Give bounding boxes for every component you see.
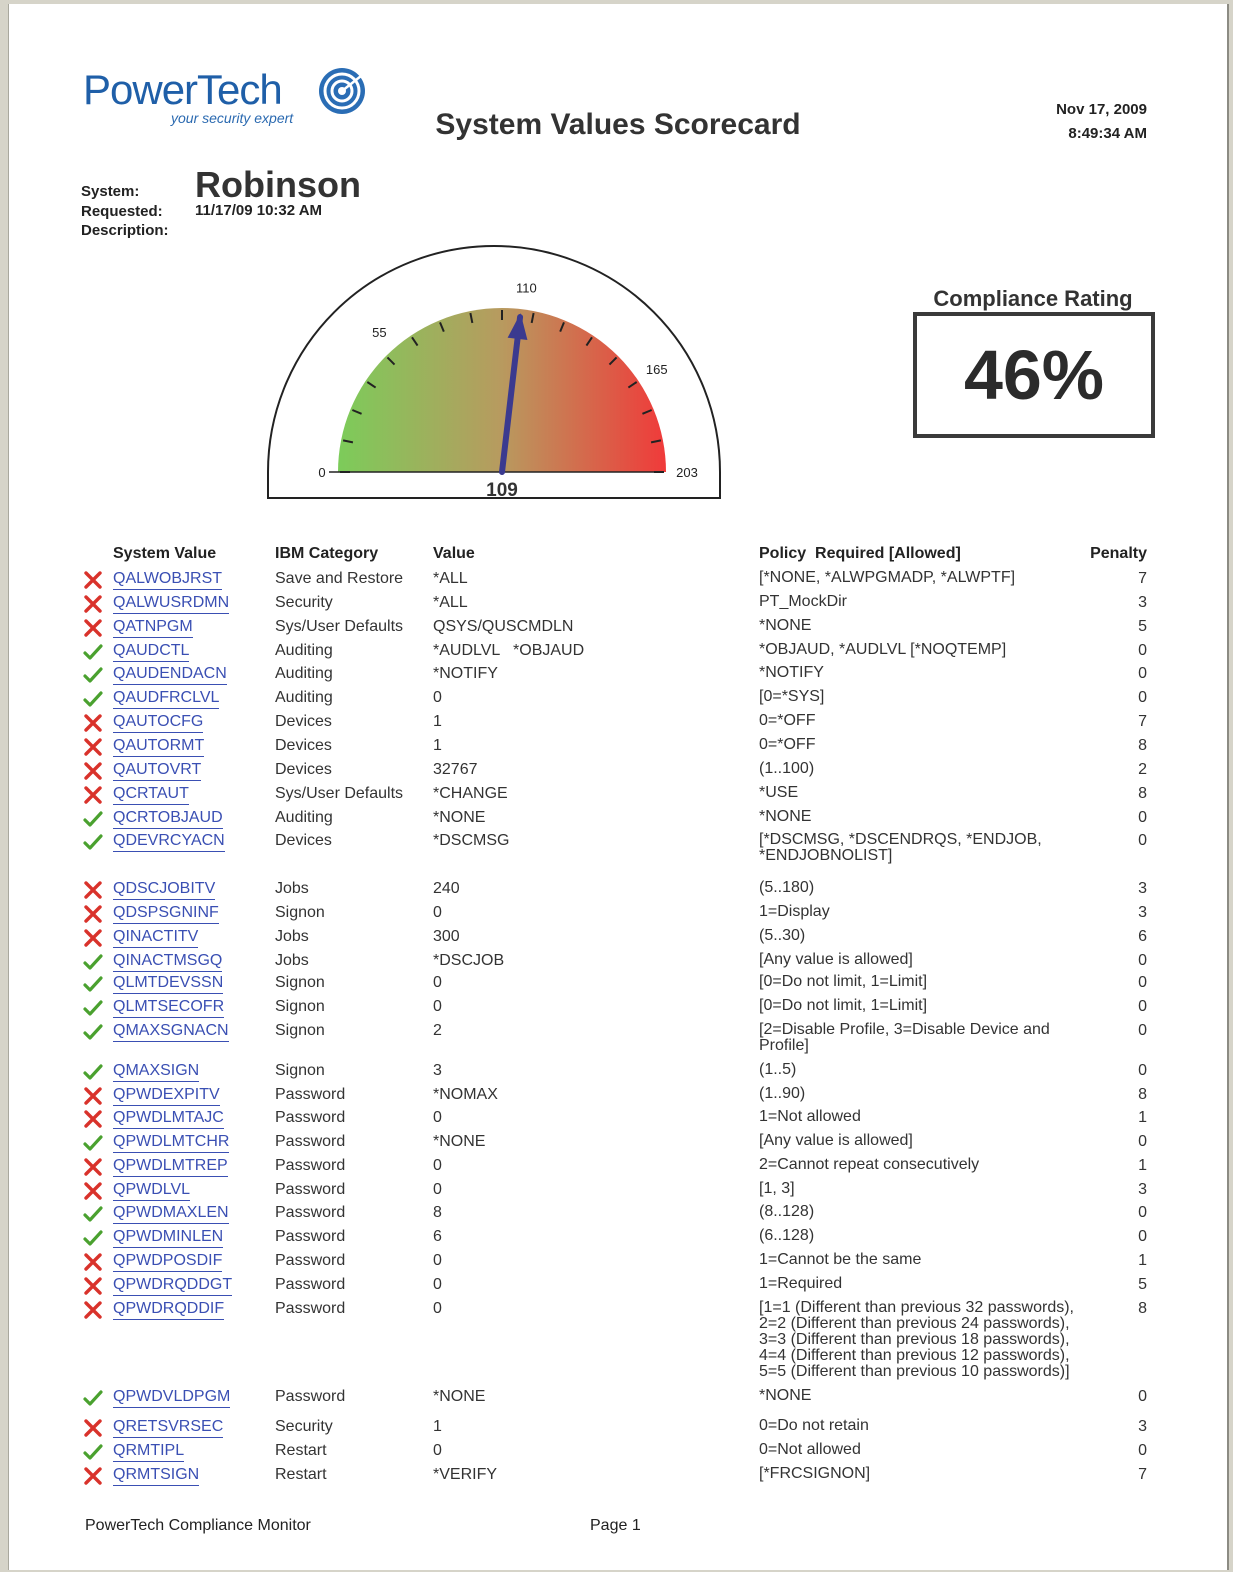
system-value-link[interactable]: QPWDMINLEN <box>113 1228 223 1248</box>
policy-value: [2=Disable Profile, 3=Disable Device and Profile] <box>759 1021 1050 1054</box>
current-value: 300 <box>433 928 460 945</box>
ibm-category: Jobs <box>275 952 309 969</box>
current-value: 0 <box>433 998 442 1015</box>
ibm-category: Signon <box>275 1022 325 1039</box>
ibm-category: Security <box>275 594 333 611</box>
report-date: Nov 17, 2009 <box>1056 101 1147 118</box>
x-icon <box>83 762 103 780</box>
penalty-value: 3 <box>1138 1181 1147 1198</box>
penalty-value: 8 <box>1138 737 1147 754</box>
policy-value: *NOTIFY <box>759 664 824 681</box>
check-icon <box>83 1389 103 1407</box>
current-value: 3 <box>433 1062 442 1079</box>
policy-value: 2=Cannot repeat consecutively <box>759 1156 980 1173</box>
policy-value: [0=Do not limit, 1=Limit] <box>759 973 928 990</box>
meta-labels <box>81 182 169 241</box>
system-value-link[interactable]: QINACTMSGQ <box>113 952 222 972</box>
penalty-value: 0 <box>1138 1388 1147 1405</box>
policy-value: *NONE <box>759 1387 812 1404</box>
penalty-value: 0 <box>1138 689 1147 706</box>
current-value: 0 <box>433 1181 442 1198</box>
x-icon <box>83 619 103 637</box>
system-value-link[interactable]: QPWDPOSDIF <box>113 1252 222 1272</box>
policy-value: [Any value is allowed] <box>759 951 913 968</box>
system-value-link[interactable]: QPWDLMTAJC <box>113 1109 224 1129</box>
system-value-link[interactable]: QAUDCTL <box>113 642 189 662</box>
policy-value: (5..30) <box>759 927 806 944</box>
ibm-category: Auditing <box>275 689 333 706</box>
penalty-value: 1 <box>1138 1252 1147 1269</box>
current-value: 0 <box>433 1157 442 1174</box>
x-icon <box>83 1301 103 1319</box>
penalty-value: 5 <box>1138 1276 1147 1293</box>
compliance-title: Compliance Rating <box>933 286 1133 311</box>
system-value-link[interactable]: QRETSVRSEC <box>113 1418 223 1438</box>
x-icon <box>83 1419 103 1437</box>
ibm-category: Password <box>275 1300 346 1317</box>
system-value-link[interactable]: QMAXSIGN <box>113 1062 199 1082</box>
requested-label: Requested: <box>81 202 163 220</box>
check-icon <box>83 810 103 828</box>
check-icon <box>83 1443 103 1461</box>
ibm-category: Signon <box>275 904 325 921</box>
policy-value: 1=Cannot be the same <box>759 1251 922 1268</box>
gauge-tick-label-203: 203 <box>676 465 698 480</box>
policy-value: (6..128) <box>759 1227 815 1244</box>
system-value-link[interactable]: QAUDFRCLVL <box>113 689 219 709</box>
header-system-value: System Value <box>113 545 217 562</box>
ibm-category: Password <box>275 1133 346 1150</box>
current-value: 0 <box>433 1252 442 1269</box>
system-value-link[interactable]: QCRTAUT <box>113 785 189 805</box>
policy-value: [*FRCSIGNON] <box>759 1465 871 1482</box>
current-value: *NONE <box>433 809 486 826</box>
policy-value: (8..128) <box>759 1203 815 1220</box>
current-value: 1 <box>433 713 442 730</box>
penalty-value: 7 <box>1138 1466 1147 1483</box>
x-icon <box>83 738 103 756</box>
current-value: *DSCMSG <box>433 832 510 849</box>
gauge-tick-label-0: 0 <box>318 465 326 480</box>
ibm-category: Password <box>275 1109 346 1126</box>
check-icon <box>83 643 103 661</box>
ibm-category: Devices <box>275 761 332 778</box>
current-value: 0 <box>433 974 442 991</box>
system-value-link[interactable]: QPWDLMTREP <box>113 1157 228 1177</box>
policy-value: [0=*SYS] <box>759 688 825 705</box>
policy-value: *NONE <box>759 617 812 634</box>
penalty-value: 0 <box>1138 1022 1147 1039</box>
system-value-link[interactable]: QLMTDEVSSN <box>113 974 223 994</box>
system-value-link[interactable]: QALWUSRDMN <box>113 594 229 614</box>
system-value-link[interactable]: QPWDMAXLEN <box>113 1204 229 1224</box>
current-value: 0 <box>433 1276 442 1293</box>
policy-value: *NONE <box>759 808 812 825</box>
system-value-link[interactable]: QPWDVLDPGM <box>113 1388 230 1408</box>
penalty-value: 6 <box>1138 928 1147 945</box>
check-icon <box>83 999 103 1017</box>
ibm-category: Password <box>275 1252 346 1269</box>
penalty-value: 8 <box>1138 1300 1147 1317</box>
policy-value: (1..5) <box>759 1061 797 1078</box>
penalty-value: 8 <box>1138 785 1147 802</box>
requested-value: 11/17/09 10:32 AM <box>195 202 323 219</box>
policy-value: *OBJAUD, *AUDLVL [*NOQTEMP] <box>759 641 1007 658</box>
ibm-category: Jobs <box>275 928 309 945</box>
penalty-value: 0 <box>1138 1442 1147 1459</box>
x-icon <box>83 1253 103 1271</box>
ibm-category: Sys/User Defaults <box>275 618 404 635</box>
ibm-category: Password <box>275 1181 346 1198</box>
check-icon <box>83 953 103 971</box>
penalty-value: 7 <box>1138 713 1147 730</box>
x-icon <box>83 595 103 613</box>
policy-value: [1, 3] <box>759 1180 795 1197</box>
ibm-category: Save and Restore <box>275 570 404 587</box>
current-value: 32767 <box>433 761 478 778</box>
system-value-link[interactable]: QPWDEXPITV <box>113 1086 220 1106</box>
system-value-link[interactable]: QMAXSGNACN <box>113 1022 229 1042</box>
check-icon <box>83 1229 103 1247</box>
header-category: IBM Category <box>275 545 379 562</box>
policy-value: 0=Not allowed <box>759 1441 861 1458</box>
policy-value: *USE <box>759 784 799 801</box>
system-value-link[interactable]: QLMTSECOFR <box>113 998 224 1018</box>
system-label: System: <box>81 183 140 200</box>
ibm-category: Restart <box>275 1466 327 1483</box>
compliance-rating-box: 46% <box>913 312 1155 438</box>
ibm-category: Password <box>275 1228 346 1245</box>
system-value-link[interactable]: QDSPSGNINF <box>113 904 219 924</box>
current-value: 0 <box>433 1109 442 1126</box>
current-value: *NONE <box>433 1133 486 1150</box>
x-icon <box>83 929 103 947</box>
system-value-link[interactable]: QPWDRQDDIF <box>113 1300 224 1320</box>
current-value: *ALL <box>433 594 468 611</box>
x-icon <box>83 1182 103 1200</box>
system-value-link[interactable]: QDSCJOBITV <box>113 880 215 900</box>
penalty-value: 0 <box>1138 952 1147 969</box>
policy-value: 0=*OFF <box>759 736 816 753</box>
current-value: *NOTIFY <box>433 665 498 682</box>
system-value-link[interactable]: QAUTOCFG <box>113 713 203 733</box>
system-value-link[interactable]: QPWDLVL <box>113 1181 190 1201</box>
ibm-category: Auditing <box>275 642 333 659</box>
system-value-link[interactable]: QPWDRQDDGT <box>113 1276 232 1296</box>
system-value-link[interactable]: QRMTSIGN <box>113 1466 199 1486</box>
system-name: Robinson <box>195 164 361 205</box>
policy-value: 0=*OFF <box>759 712 816 729</box>
check-icon <box>83 1134 103 1152</box>
penalty-value: 2 <box>1138 761 1147 778</box>
policy-value: [*NONE, *ALWPGMADP, *ALWPTF] <box>759 569 1016 586</box>
system-value-link[interactable]: QALWOBJRST <box>113 570 222 590</box>
penalty-value: 3 <box>1138 904 1147 921</box>
policy-value: 1=Not allowed <box>759 1108 861 1125</box>
penalty-value: 8 <box>1138 1086 1147 1103</box>
current-value: *DSCJOB <box>433 952 505 969</box>
policy-value: [1=1 (Different than previous 32 passwords), 2=2 (Different than previous 24 passwords), 3=3 (Different than previous 18 passwords), 4=4 (Different than previous 12 passwords), 5=5 (Different than previous 10 passwords)] <box>759 1299 1074 1380</box>
current-value: *ALL <box>433 570 468 587</box>
ibm-category: Password <box>275 1086 346 1103</box>
check-icon <box>83 833 103 851</box>
policy-value: [*DSCMSG, *DSCENDRQS, *ENDJOB, *ENDJOBNOLIST] <box>759 831 1042 864</box>
logo-tagline: your security expert <box>171 110 294 126</box>
policy-value: 1=Required <box>759 1275 843 1292</box>
penalty-value: 0 <box>1138 1204 1147 1221</box>
policy-value: 1=Display <box>759 903 830 920</box>
check-icon <box>83 690 103 708</box>
system-value-link[interactable]: QAUTOVRT <box>113 761 201 781</box>
ibm-category: Devices <box>275 832 332 849</box>
current-value: *NOMAX <box>433 1086 498 1103</box>
x-icon <box>83 714 103 732</box>
ibm-category: Signon <box>275 1062 325 1079</box>
policy-value: (1..100) <box>759 760 815 777</box>
x-icon <box>83 786 103 804</box>
ibm-category: Signon <box>275 974 325 991</box>
system-value-link[interactable]: QAUDENDACN <box>113 665 227 685</box>
penalty-value: 7 <box>1138 570 1147 587</box>
current-value: 0 <box>433 1300 442 1317</box>
system-value-link[interactable]: QDEVRCYACN <box>113 832 225 852</box>
report-title: System Values Scorecard <box>435 108 801 141</box>
x-icon <box>83 1158 103 1176</box>
description-label: Description: <box>81 222 169 239</box>
current-value: 0 <box>433 1442 442 1459</box>
ibm-category: Password <box>275 1204 346 1221</box>
system-value-link[interactable]: QATNPGM <box>113 618 193 638</box>
system-value-link[interactable]: QCRTOBJAUD <box>113 809 223 829</box>
policy-value: [0=Do not limit, 1=Limit] <box>759 997 928 1014</box>
penalty-value: 0 <box>1138 1133 1147 1150</box>
current-value: 1 <box>433 1418 442 1435</box>
gauge-tick-label-165: 165 <box>645 361 668 377</box>
report-timestamp <box>1056 98 1147 146</box>
current-value: *VERIFY <box>433 1466 498 1483</box>
system-value-link[interactable]: QAUTORMT <box>113 737 204 757</box>
current-value: *NONE <box>433 1388 486 1405</box>
current-value: 240 <box>433 880 460 897</box>
current-value: QSYS/QUSCMDLN <box>433 618 574 635</box>
penalty-value: 0 <box>1138 809 1147 826</box>
check-icon <box>83 975 103 993</box>
penalty-value: 0 <box>1138 1062 1147 1079</box>
ibm-category: Password <box>275 1157 346 1174</box>
check-icon <box>83 1205 103 1223</box>
check-icon <box>83 1023 103 1041</box>
system-value-link[interactable]: QRMTIPL <box>113 1442 184 1462</box>
penalty-gauge <box>259 240 729 508</box>
penalty-value: 3 <box>1138 594 1147 611</box>
penalty-value: 0 <box>1138 832 1147 849</box>
report-page <box>8 4 1229 1570</box>
ibm-category: Jobs <box>275 880 309 897</box>
header-value: Value <box>433 545 475 562</box>
footer-page-number: Page 1 <box>590 1517 641 1534</box>
x-icon <box>83 571 103 589</box>
ibm-category: Auditing <box>275 809 333 826</box>
policy-value: (5..180) <box>759 879 815 896</box>
check-icon <box>83 1063 103 1081</box>
x-icon <box>83 881 103 899</box>
x-icon <box>83 1467 103 1485</box>
current-value: *AUDLVL *OBJAUD <box>433 642 585 659</box>
penalty-value: 1 <box>1138 1109 1147 1126</box>
penalty-value: 0 <box>1138 665 1147 682</box>
penalty-value: 0 <box>1138 998 1147 1015</box>
gauge-tick-label-110: 110 <box>516 280 537 296</box>
penalty-value: 0 <box>1138 974 1147 991</box>
ibm-category: Auditing <box>275 665 333 682</box>
penalty-value: 0 <box>1138 642 1147 659</box>
current-value: 0 <box>433 689 442 706</box>
ibm-category: Password <box>275 1388 346 1405</box>
policy-value: PT_MockDir <box>759 593 848 610</box>
ibm-category: Signon <box>275 998 325 1015</box>
ibm-category: Devices <box>275 737 332 754</box>
ibm-category: Security <box>275 1418 333 1435</box>
penalty-value: 3 <box>1138 880 1147 897</box>
policy-value: [Any value is allowed] <box>759 1132 913 1149</box>
system-value-link[interactable]: QPWDLMTCHR <box>113 1133 229 1153</box>
penalty-value: 1 <box>1138 1157 1147 1174</box>
current-value: 6 <box>433 1228 442 1245</box>
penalty-value: 0 <box>1138 1228 1147 1245</box>
x-icon <box>83 1110 103 1128</box>
current-value: *CHANGE <box>433 785 508 802</box>
ibm-category: Sys/User Defaults <box>275 785 404 802</box>
gauge-value-label: 109 <box>486 480 518 501</box>
current-value: 2 <box>433 1022 442 1039</box>
gauge-tick-label-55: 55 <box>372 325 387 341</box>
ibm-category: Devices <box>275 713 332 730</box>
ibm-category: Restart <box>275 1442 327 1459</box>
logo-wordmark: PowerTech <box>83 66 282 113</box>
policy-value: (1..90) <box>759 1085 806 1102</box>
x-icon <box>83 1087 103 1105</box>
current-value: 1 <box>433 737 442 754</box>
x-icon <box>83 905 103 923</box>
footer-product: PowerTech Compliance Monitor <box>85 1517 311 1534</box>
system-value-link[interactable]: QINACTITV <box>113 928 198 948</box>
header-policy: Policy Required [Allowed] <box>759 545 961 562</box>
penalty-value: 3 <box>1138 1418 1147 1435</box>
check-icon <box>83 666 103 684</box>
x-icon <box>83 1277 103 1295</box>
report-time: 8:49:34 AM <box>1068 125 1147 142</box>
current-value: 8 <box>433 1204 442 1221</box>
policy-value: 0=Do not retain <box>759 1417 869 1434</box>
header-penalty: Penalty <box>1090 545 1147 562</box>
penalty-value: 5 <box>1138 618 1147 635</box>
ibm-category: Password <box>275 1276 346 1293</box>
current-value: 0 <box>433 904 442 921</box>
